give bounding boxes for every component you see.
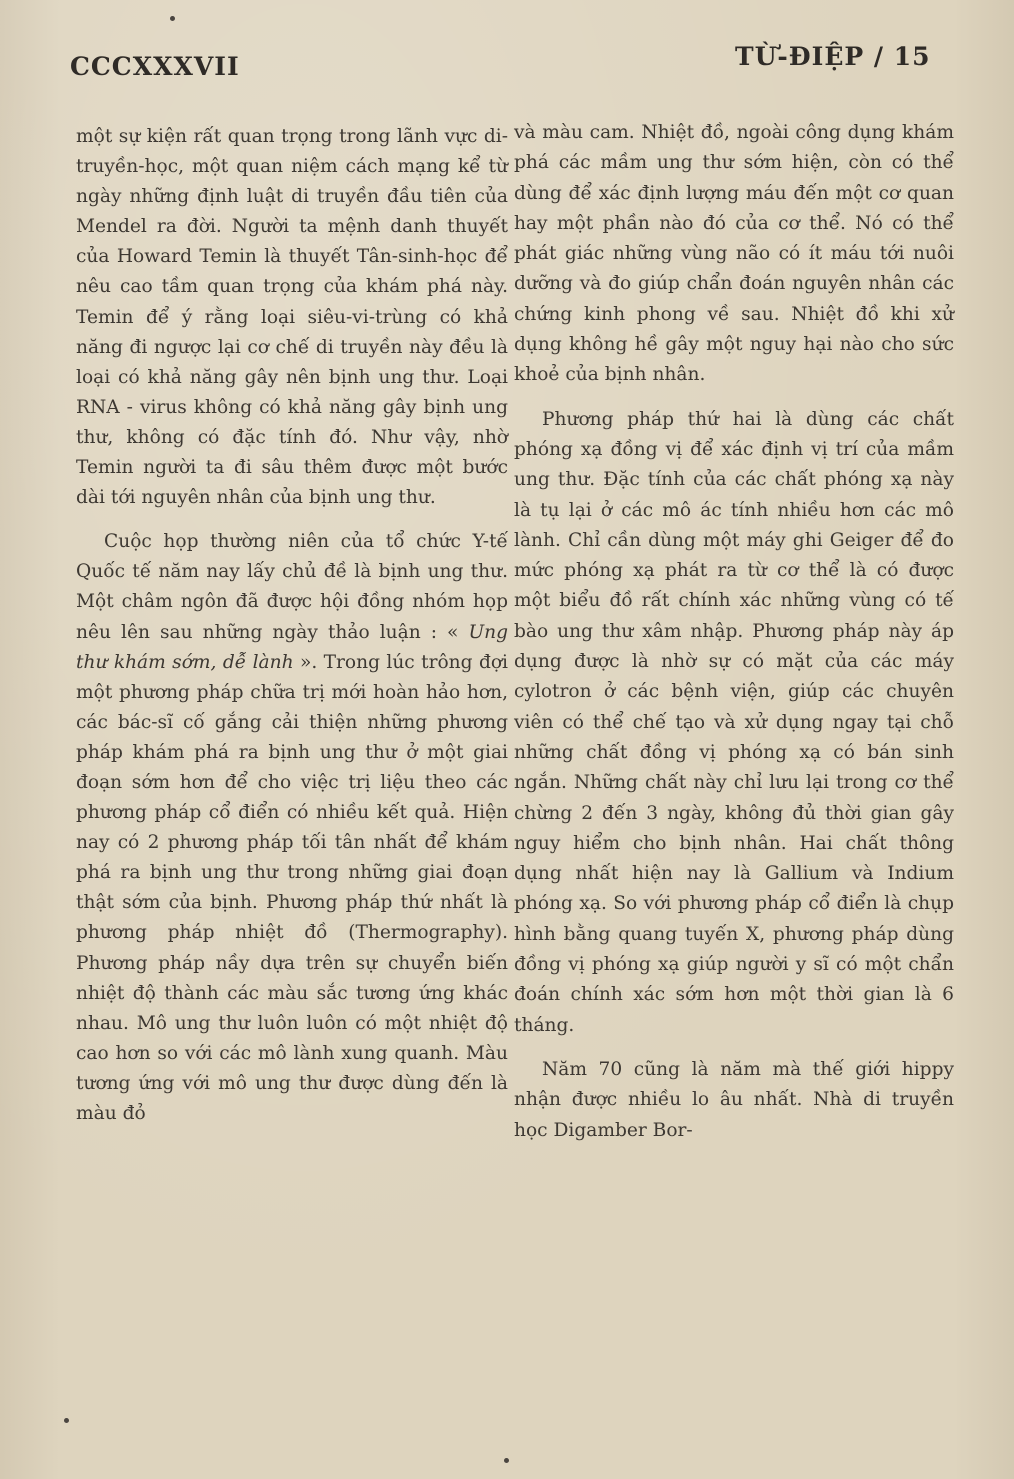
- left-paragraph-2-text-a: Cuộc họp thường niên của tổ chức Y-tế Quốc tế năm nay lấy chủ đề là bịnh ung thư. Một châm ngôn đã được hội đồng nhóm họp nêu lên sau những ngày thảo luận : «: [76, 531, 508, 643]
- page-speck: [504, 1458, 509, 1463]
- left-paragraph-2-text-b: ». Trong lúc trông đợi một phương pháp chữa trị mới hoàn hảo hơn, các bác-sĩ cố gắng cải thiện những phương pháp khám phá ra bịnh ung thư ở một giai đoạn sớm hơn để cho việc trị liệu theo các phương pháp cổ điển có nhiều kết quả. Hiện nay có 2 phương pháp tối tân nhất để khám phá ra bịnh ung thư trong những giai đoạn thật sớm của bịnh. Phương pháp thứ nhất là phương pháp nhiệt đồ (Thermography). Phương pháp nầy dựa trên sự chuyển biến nhiệt độ thành các màu sắc tương ứng khác nhau. Mô ung thư luôn luôn có một nhiệt độ cao hơn so với các mô lành xung quanh. Màu tương ứng với mô ung thư được dùng đến là màu đỏ: [76, 651, 508, 1124]
- volume-number: CCCXXXVII: [70, 52, 240, 81]
- right-paragraph-3: Năm 70 cũng là năm mà thế giới hippy nhận được nhiều lo âu nhất. Nhà di truyền học Digamber Bor-: [514, 1058, 954, 1141]
- slogan-italic: Ung thư khám sớm, dễ lành: [76, 621, 508, 673]
- page-speck: [64, 1418, 69, 1423]
- page-speck: [170, 16, 175, 21]
- page-header: TỪ-ĐIỆP / 15: [735, 42, 931, 71]
- right-paragraph-1: và màu cam. Nhiệt đồ, ngoài công dụng khám phá các mầm ung thư sớm hiện, còn có thể dùng để xác định lượng máu đến một cơ quan hay một phần nào đó của cơ thể. Nó có thể phát giác những vùng não có ít máu tới nuôi dưỡng và đo giúp chẩn đoán nguyên nhân các chứng kinh phong về sau. Nhiệt đồ khi xử dụng không hề gây một nguy hại nào cho sức khoẻ của bịnh nhân.: [514, 122, 954, 386]
- right-column: [514, 118, 954, 1160]
- left-paragraph-2: [76, 527, 508, 1129]
- left-paragraph-1: một sự kiện rất quan trọng trong lãnh vực di-truyền-học, một quan niệm cách mạng kể từ ngày những định luật di truyền đầu tiên của Mendel ra đời. Người ta mệnh danh thuyết của Howard Temin là thuyết Tân-sinh-học để nêu cao tầm quan trọng của khám phá này. Temin để ý rằng loại siêu-vi-trùng có khả năng đi ngược lại cơ chế di truyền này đều là loại có khả năng gây nên bịnh ung thư. Loại RNA - virus không có khả năng gây bịnh ung thư, không có đặc tính đó. Như vậy, nhờ Temin người ta đi sâu thêm được một bước dài tới nguyên nhân của bịnh ung thư.: [76, 126, 508, 509]
- right-paragraph-2: Phương pháp thứ hai là dùng các chất phóng xạ đồng vị để xác định vị trí của mầm ung thư. Đặc tính của các chất phóng xạ này là tụ lại ở các mô ác tính nhiều hơn các mô lành. Chỉ cần dùng một máy ghi Geiger để đo mức phóng xạ phát ra từ cơ thể là có được một biểu đồ rất chính xác những vùng có tế bào ung thư xâm nhập. Phương pháp này áp dụng được là nhờ sự có mặt của các máy cylotron ở các bệnh viện, giúp các chuyên viên có thể chế tạo và xử dụng ngay tại chỗ những chất đồng vị phóng xạ có bán sinh ngắn. Những chất này chỉ lưu lại trong cơ thể chừng 2 đến 3 ngày, không đủ thời gian gây nguy hiểm cho bịnh nhân. Hai chất thông dụng nhất hiện nay là Gallium và Indium phóng xạ. So với phương pháp cổ điển là chụp hình bằng quang tuyến X, phương pháp dùng đồng vị phóng xạ giúp người y sĩ có một chẩn đoán chính xác sớm hơn một thời gian là 6 tháng.: [514, 408, 954, 1036]
- left-column: [76, 122, 508, 1143]
